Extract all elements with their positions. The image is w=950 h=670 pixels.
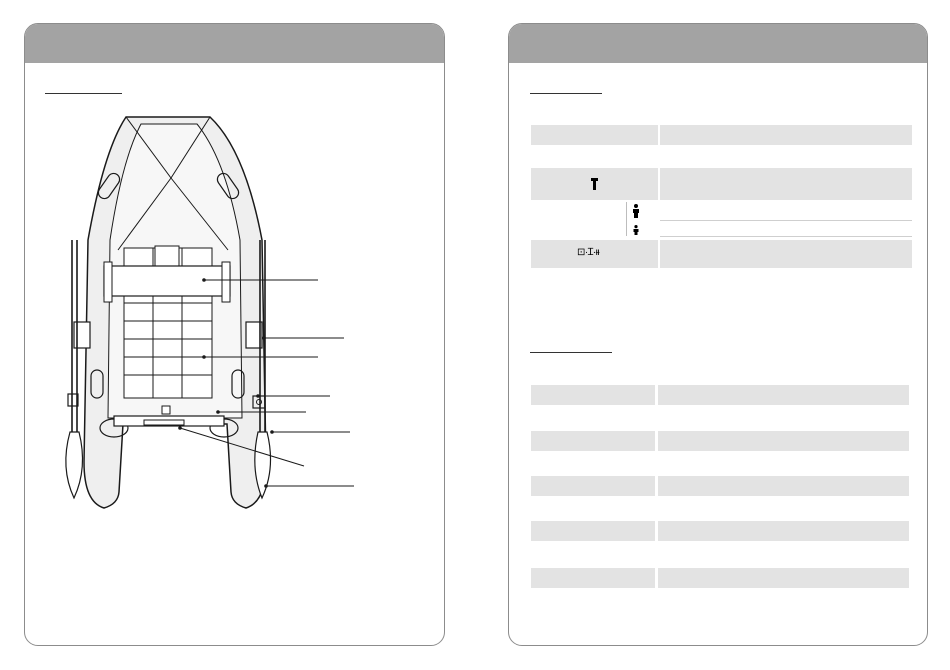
- spec-row-1-label-cell: [531, 125, 658, 145]
- right-section-1-title-rule: [530, 93, 602, 94]
- spec-row-4-value-cell: [660, 240, 912, 268]
- list-row-4-label: [531, 521, 655, 541]
- list-row-2-value: [658, 431, 909, 451]
- list-row-3-label: [531, 476, 655, 496]
- right-section-2-title-rule: [530, 352, 612, 353]
- list-row-2-label: [531, 431, 655, 451]
- list-row-1-value: [658, 385, 909, 405]
- left-oar: [66, 240, 83, 498]
- list-row-4-value: [658, 521, 909, 541]
- spec-row-2-value-cell: [660, 168, 912, 200]
- child-person-icon: [632, 225, 640, 235]
- spec-row-4-label-cell: [531, 240, 658, 268]
- list-row-1-label: [531, 385, 655, 405]
- adult-person-icon: [631, 204, 641, 218]
- seat-bench: [104, 266, 230, 296]
- list-row-5-label: [531, 568, 655, 588]
- spec-row-2-label-cell: [531, 168, 658, 200]
- spec-row-1-value-cell: [660, 125, 912, 145]
- list-row-3-value: [658, 476, 909, 496]
- outboard-motor-icon: [590, 177, 600, 191]
- list-row-5-value: [658, 568, 909, 588]
- right-panel: [508, 23, 928, 646]
- combined-load-icon: ⊡·Ɪ·ᵻᵻ: [577, 247, 600, 258]
- right-panel-header: [509, 24, 927, 63]
